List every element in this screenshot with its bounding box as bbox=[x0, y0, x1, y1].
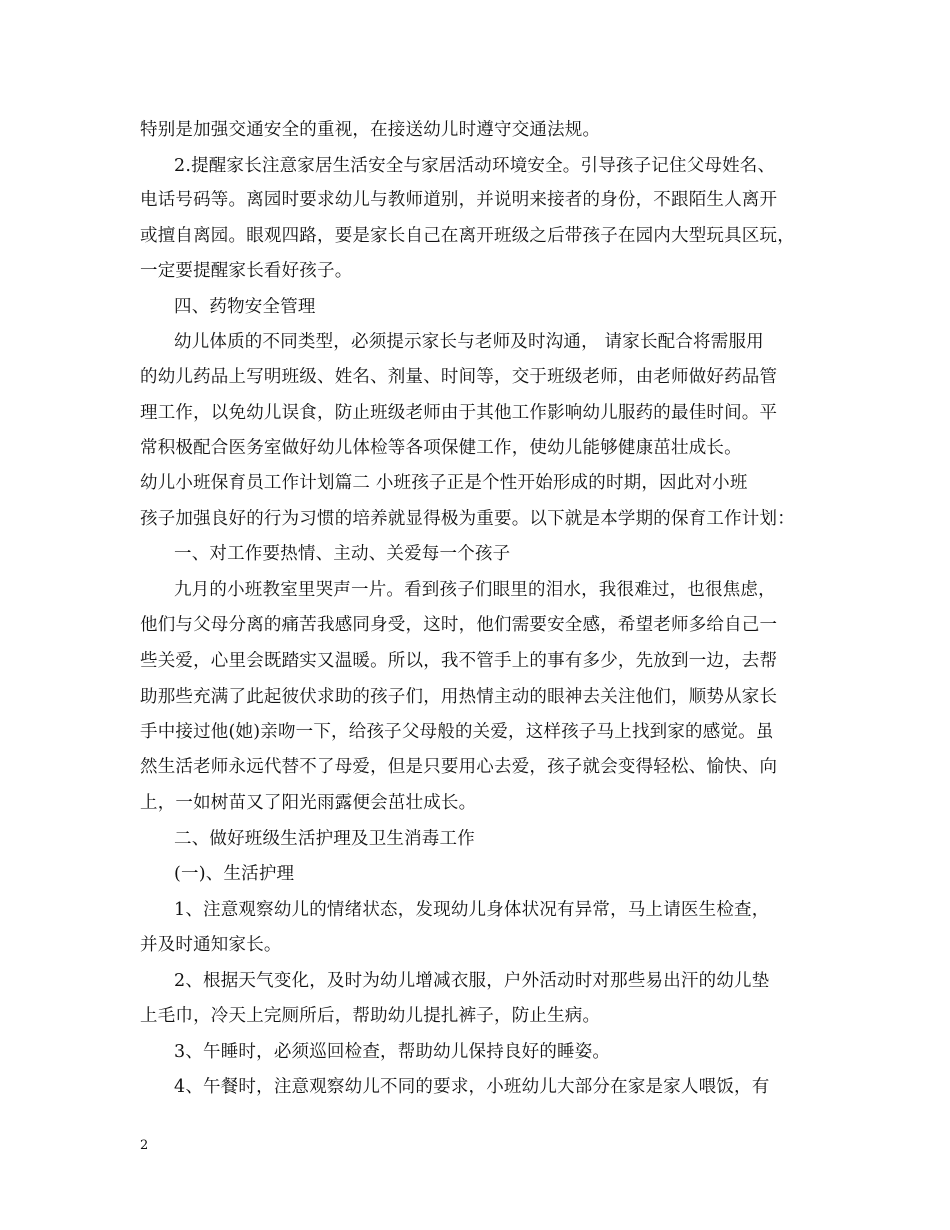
text-line: 3、午睡时，必须巡回检查，帮助幼儿保持良好的睡姿。 bbox=[174, 1042, 611, 1062]
text-line: 手中接过他(她)亲吻一下，给孩子父母般的关爱，这样孩子马上找到家的感觉。虽 bbox=[140, 722, 774, 742]
page-number: 2 bbox=[140, 1138, 149, 1153]
text-line: 电话号码等。离园时要求幼儿与教师道别，并说明来接者的身份，不跟陌生人离开 bbox=[140, 190, 778, 210]
text-line: 4、午餐时，注意观察幼儿不同的要求，小班幼儿大部分在家是家人喂饭，有 bbox=[174, 1077, 770, 1097]
text-line: 幼儿小班保育员工作计划篇二 小班孩子正是个性开始形成的时期，因此对小班 bbox=[140, 473, 748, 493]
section-heading: 一、对工作要热情、主动、关爱每一个孩子 bbox=[174, 544, 511, 564]
text-line: 并及时通知家长。 bbox=[140, 935, 282, 955]
text-line: 幼儿体质的不同类型，必须提示家长与老师及时沟通， 请家长配合将需服用 bbox=[174, 332, 764, 352]
text-line: 助那些充满了此起彼伏求助的孩子们，用热情主动的眼神去关注他们，顺势从家长 bbox=[140, 687, 778, 707]
text-line: 理工作，以免幼儿误食，防止班级老师由于其他工作影响幼儿服药的最佳时间。平 bbox=[140, 403, 778, 423]
text-line: 孩子加强良好的行为习惯的培养就显得极为重要。以下就是本学期的保育工作计划： bbox=[140, 509, 795, 529]
text-line: 或擅自离园。眼观四路，要是家长自己在离开班级之后带孩子在园内大型玩具区玩， bbox=[140, 226, 795, 246]
text-line: 一定要提醒家长看好孩子。 bbox=[140, 261, 353, 281]
text-line: 常积极配合医务室做好幼儿体检等各项保健工作，使幼儿能够健康茁壮成长。 bbox=[140, 438, 742, 458]
text-line: 然生活老师永远代替不了母爱，但是只要用心去爱，孩子就会变得轻松、愉快、向 bbox=[140, 757, 778, 777]
text-line: 上毛巾，冷天上完厕所后，帮助幼儿提扎裤子，防止生病。 bbox=[140, 1006, 601, 1026]
text-line: 1、注意观察幼儿的情绪状态，发现幼儿身体状况有异常，马上请医生检查， bbox=[174, 900, 770, 920]
section-heading: (一)、生活护理 bbox=[174, 864, 295, 884]
text-line: 的幼儿药品上写明班级、姓名、剂量、时间等，交于班级老师，由老师做好药品管 bbox=[140, 367, 778, 387]
text-line: 2、根据天气变化，及时为幼儿增减衣服，户外活动时对那些易出汗的幼儿垫 bbox=[174, 971, 770, 991]
text-line: 九月的小班教室里哭声一片。看到孩子们眼里的泪水，我很难过，也很焦虑， bbox=[174, 580, 776, 600]
section-heading: 四、药物安全管理 bbox=[174, 297, 316, 317]
text-line: 上，一如树苗又了阳光雨露便会茁壮成长。 bbox=[140, 793, 477, 813]
text-line: 特别是加强交通安全的重视，在接送幼儿时遵守交通法规。 bbox=[140, 120, 601, 140]
section-heading: 二、做好班级生活护理及卫生消毒工作 bbox=[174, 829, 475, 849]
text-line: 他们与父母分离的痛苦我感同身受，这时，他们需要安全感，希望老师多给自己一 bbox=[140, 615, 778, 635]
text-line: 些关爱，心里会既踏实又温暖。所以，我不管手上的事有多少，先放到一边，去帮 bbox=[140, 651, 778, 671]
text-line: 2.提醒家长注意家居生活安全与家居活动环境安全。引导孩子记住父母姓名、 bbox=[174, 156, 776, 176]
